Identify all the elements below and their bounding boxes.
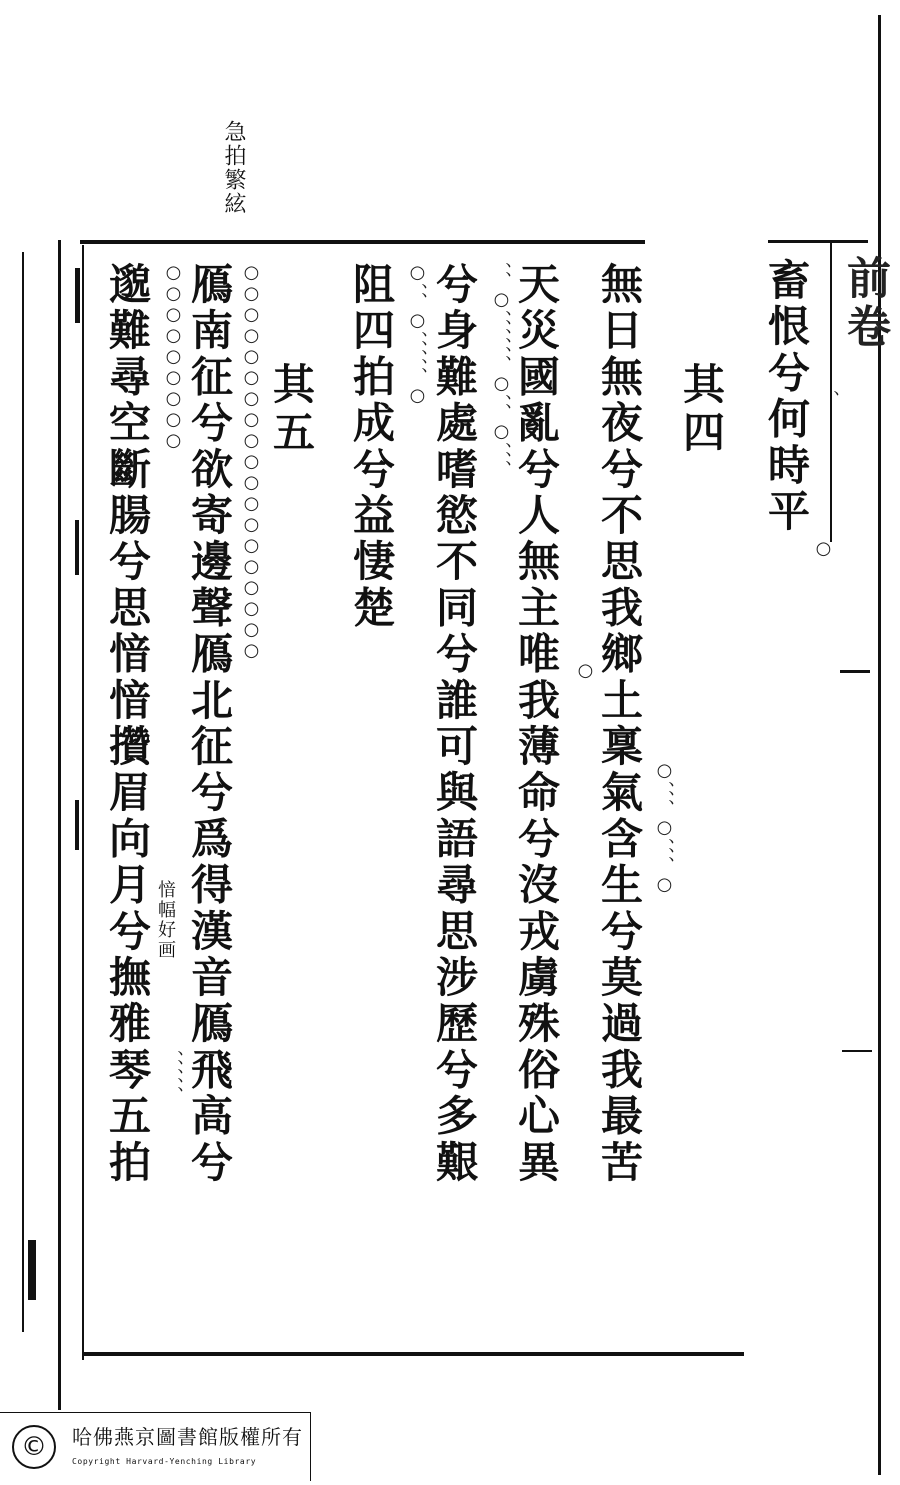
- text-block-top-border: [80, 240, 645, 244]
- text-block-left-border: [82, 245, 84, 1360]
- right-edge-line: [878, 15, 881, 1475]
- punctuation-marks: ○、、、○、、、○: [654, 760, 675, 895]
- section-five-heading: 其五: [267, 362, 316, 458]
- edge-mark: [28, 1240, 36, 1300]
- margin-note: 急拍繁絃: [221, 120, 246, 216]
- section-four-line-2: 天災國亂兮人無主唯我薄命兮沒戎虜殊俗心異: [512, 262, 561, 1186]
- text-block-bottom-border: [84, 1352, 744, 1356]
- copyright-chinese: 哈佛燕京圖書館版權所有: [72, 1425, 303, 1449]
- header-rule-lower: [842, 1050, 872, 1052]
- header-rule: [840, 670, 870, 673]
- punctuation-marks: ○: [575, 660, 596, 681]
- punctuation-marks: ○: [813, 538, 834, 559]
- previous-section-header: 前卷: [839, 255, 890, 352]
- previous-section-line: 畜恨兮何時平: [762, 258, 811, 536]
- copyright-english: Copyright Harvard-Yenching Library: [72, 1457, 257, 1466]
- section-four-line-3: 兮身難處嗜慾不同兮誰可與語尋思涉歷兮多艱: [430, 262, 479, 1186]
- left-edge-line: [22, 252, 24, 1332]
- edge-mark: [75, 800, 79, 850]
- section-four-line-4: 阻四拍成兮益悽楚: [347, 262, 396, 632]
- page-left-border: [58, 240, 61, 1410]
- edge-mark: [75, 520, 79, 575]
- section-four-line-1: 無日無夜兮不思我鄉土稟氣含生兮莫過我最苦: [595, 262, 644, 1186]
- copyright-box: [0, 1412, 311, 1481]
- punctuation-marks: 、: [819, 390, 840, 408]
- previous-block-top-border: [768, 240, 868, 243]
- punctuation-marks: 、、○、、、、、、○、、○、、、: [491, 262, 512, 478]
- punctuation-marks: 、、、、、: [163, 1050, 184, 1104]
- interlinear-note: 愔幅好画: [155, 880, 176, 960]
- punctuation-marks: ○○○○○○○○○: [163, 262, 184, 451]
- section-four-heading: 其四: [677, 362, 726, 458]
- edge-mark: [75, 268, 80, 323]
- punctuation-marks: ○、、○、、、、、○: [407, 262, 428, 406]
- punctuation-marks: ○○○○○○○○○○○○○○○○○○○: [241, 262, 262, 661]
- section-five-line-1: 鴈南征兮欲寄邊聲鴈北征兮爲得漢音鴈飛高兮: [185, 262, 234, 1186]
- copyright-icon: ©: [12, 1425, 56, 1469]
- section-five-line-2: 邈難尋空斷腸兮思愔愔攢眉向月兮撫雅琴五拍: [103, 262, 152, 1186]
